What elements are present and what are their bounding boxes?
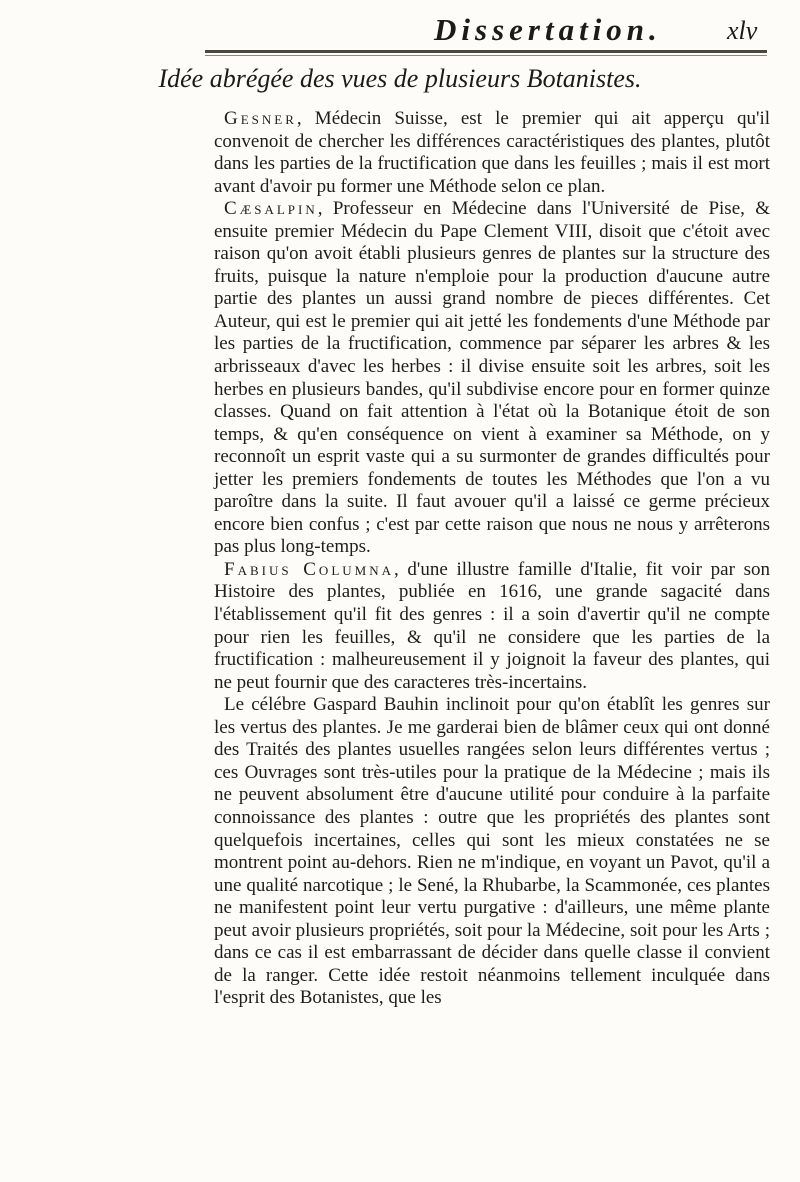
paragraph-text: , d'une illustre famille d'Italie, fit voir par son Histoire des plantes, publiée en 1616, une grande sagacité dans l'établissement qu'il fit des genres : il a soin d'avertir qu'il ne compte pour rien les feuilles, & qu'il ne considere que les parties de la fructification : malheureusement il y joignoit la faveur des plantes, qui ne peut fournir que des caracteres très-incertains. [214, 558, 770, 693]
running-head [0, 12, 800, 52]
paragraph-caesalpin [214, 198, 770, 559]
paragraph-text: Le célébre Gaspard Bauhin inclinoit pour qu'on établît les genres sur les vertus des plantes. Je me garderai bien de blâmer ceux qui ont donné des Traités des plantes usuelles rangées selon leurs différentes vertus ; ces Ouvrages sont très-utiles pour la pratique de la Médecine ; mais ils ne peuvent absolument être d'aucune utilité pour conduire à la parfaite connoissance des plantes : outre que les propriétés des plantes sont quelquefois incertaines, celles qui sont les mieux constatées ne se montrent point au-dehors. Rien ne m'indique, en voyant un Pavot, qu'il a une qualité narcotique ; le Sené, la Rhubarbe, la Scammonée, ces plantes ne manifestent point leur vertu purgative : d'ailleurs, une même plante peut avoir plusieurs propriétés, soit pour la Médecine, soit pour les Arts ; dans ce cas il est embarrassant de décider dans quelle classe il convient de la ranger. Cette idée restoit néanmoins tellement inculquée dans l'esprit des Botanistes, que les [214, 694, 770, 1009]
botanist-name: Cæsalpin [224, 198, 318, 220]
botanist-name: Gesner [224, 108, 297, 129]
running-title: Dissertation. [434, 12, 662, 47]
paragraph-text: , Médecin Suisse, est le premier qui ait apperçu qu'il convenoit de chercher les différences caractéristiques des plantes, plutôt dans les parties de la fructification que dans les feuilles ; mais il est mort avant d'avoir pu former une Méthode selon ce plan. [214, 108, 770, 197]
paragraph-text: , Professeur en Médecine dans l'Université de Pise, & ensuite premier Médecin du Pape Clement VIII, disoit que c'étoit avec raison qu'on avoit établi plusieurs genres de plantes sur la structure des fruits, puisque la nature n'emploie pour la production d'aucune autre partie des plantes un aussi grand nombre de pieces différentes. Cet Auteur, qui est le premier qui ait jetté les fondements d'une Méthode par les parties de la fructification, commence par séparer les arbres & les arbrisseaux d'avec les herbes : il divise ensuite soit les arbres, soit les herbes en plusieurs bandes, qu'il subdivise encore pour en former quinze classes. Quand on fait attention à l'état où la Botanique étoit de son temps, & qu'en conséquence on vient à examiner sa Méthode, on y reconnoît un esprit vaste qui a su surmonter de grandes difficultés pour jetter les premiers fondements de toutes les Méthodes que l'on a vu paroître dans la suite. Il faut avouer qu'il a laissé ce germe précieux encore bien confus ; c'est par cette raison que nous ne nous y arrêterons pas plus long-temps. [214, 198, 770, 558]
paragraph-bauhin [214, 694, 770, 1010]
header-rule [205, 50, 767, 53]
page-number: xlv [727, 16, 758, 45]
botanist-name: Fabius Columna [224, 558, 394, 580]
section-title: Idée abrégée des vues de plusieurs Botanistes. [158, 64, 642, 93]
header-rule-thin [205, 55, 767, 56]
body-text [214, 108, 770, 1010]
paragraph-gesner [214, 108, 770, 198]
paragraph-columna [214, 559, 770, 694]
